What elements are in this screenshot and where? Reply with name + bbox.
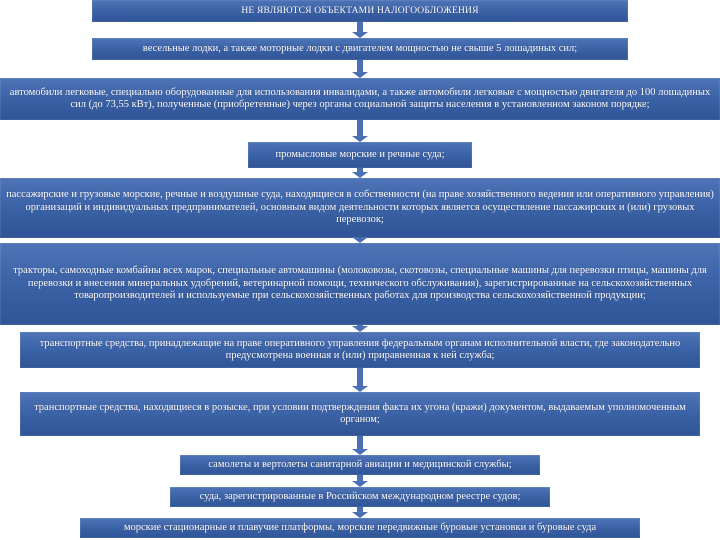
- connector-arrowhead: [352, 386, 368, 392]
- connector-arrowhead: [352, 32, 368, 38]
- connector-arrowhead: [352, 449, 368, 455]
- item-stolen-vehicles: транспортные средства, находящиеся в розыске, при условии подтверждения факта их угона (кражи) документом, выдаваемым уполномоченным органом;: [20, 392, 700, 436]
- connector-line: [357, 436, 363, 450]
- diagram-header: НЕ ЯВЛЯЮТСЯ ОБЪЕКТАМИ НАЛОГООБЛОЖЕНИЯ: [92, 0, 628, 22]
- item-offshore-platforms: морские стационарные и плавучие платформы, морские передвижные буровые установки и буровые суда: [80, 518, 640, 538]
- connector-line: [357, 120, 363, 137]
- item-agricultural-machinery: тракторы, самоходные комбайны всех марок, специальные автомашины (молоковозы, скотовозы, специальные машины для перевозки птицы, машины для перевозки и внесения минеральных удобрений, ветеринарной помощи, технического обслуживания), зарегистрированные на сельскохозяйственных товаропроизводителей и используемые при сельскохозяйственных работах для производства сельскохозяйственной продукции;: [0, 243, 720, 325]
- connector-arrowhead: [352, 136, 368, 142]
- connector-line: [357, 368, 363, 387]
- item-disabled-cars: автомобили легковые, специально оборудованные для использования инвалидами, а также автомобили легковые с мощностью двигателя до 100 лошадиных сил (до 73,55 кВт), полученные (приобретенные) через органы социальной защиты населения в установленном законом порядке;: [0, 78, 720, 120]
- item-medical-aircraft: самолеты и вертолеты санитарной авиации и медицинской службы;: [180, 455, 540, 475]
- connector-arrowhead: [352, 237, 368, 243]
- item-registry-vessels: суда, зарегистрированные в Российском международном реестре судов;: [170, 487, 550, 507]
- connector-arrowhead: [352, 72, 368, 78]
- connector-arrowhead: [352, 481, 368, 487]
- connector-arrowhead: [352, 512, 368, 518]
- item-transport-vessels: пассажирские и грузовые морские, речные и воздушные суда, находящиеся в собственности (на праве хозяйственного ведения или оперативного управления) организаций и индивидуальных предпринимателей, основным видом деятельности которых является осуществление пассажирских и (или) грузовых перевозок;: [0, 178, 720, 238]
- item-fishing-vessels: промысловые морские и речные суда;: [248, 142, 472, 168]
- item-federal-vehicles: транспортные средства, принадлежащие на праве оперативного управления федеральным органам исполнительной власти, где законодательно предусмотрена военная и (или) приравненная к ней служба;: [20, 332, 700, 368]
- item-rowing-boats: весельные лодки, а также моторные лодки с двигателем мощностью не свыше 5 лошадиных сил;: [92, 38, 628, 60]
- connector-arrowhead: [352, 172, 368, 178]
- connector-arrowhead: [352, 326, 368, 332]
